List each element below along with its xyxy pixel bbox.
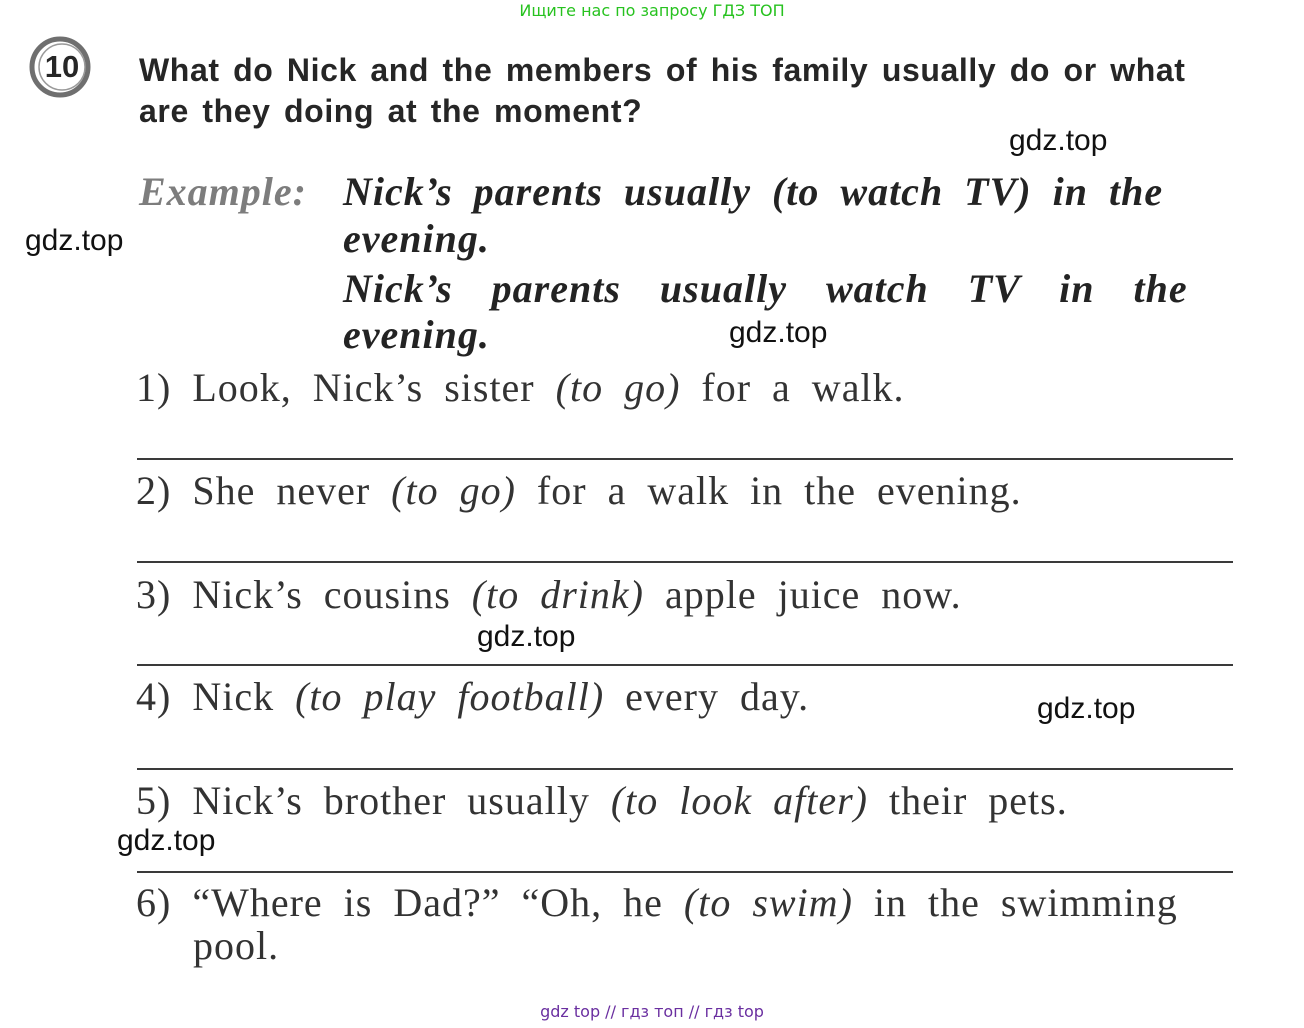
item-verb-prompt: (to play football)	[295, 674, 605, 719]
answer-line-1[interactable]	[137, 458, 1233, 460]
watermark: gdz.top	[1037, 692, 1136, 725]
search-banner: Ищите нас по запросу ГДЗ ТОП	[519, 1, 785, 20]
example-line-1: Nick’s parents usually (to watch TV) in the	[343, 169, 1164, 214]
answer-line-3[interactable]	[137, 664, 1233, 666]
task-heading: What do Nick and the members of his family usually do or what are they doing at the moment?	[139, 52, 1186, 129]
item-text-after: for a walk.	[701, 365, 905, 410]
answer-line-2[interactable]	[137, 561, 1233, 563]
watermark: gdz.top	[1009, 124, 1108, 157]
item-verb-prompt: (to drink)	[471, 572, 644, 617]
exercise-item-6	[136, 879, 1178, 926]
example-label: Example:	[139, 169, 307, 214]
exercise-item-1	[136, 364, 905, 411]
watermark: gdz.top	[477, 620, 576, 653]
example-line-4: evening.	[343, 312, 490, 357]
answer-line-4[interactable]	[137, 768, 1233, 770]
exercise-item-6-continuation: pool.	[193, 923, 280, 968]
item-text-before: Nick	[192, 674, 275, 719]
item-text-before: Nick’s brother usually	[192, 778, 590, 823]
example-line-3: Nick’s parents usually watch TV in the	[343, 266, 1188, 311]
item-text-before: She never	[192, 468, 371, 513]
exercise-item-5	[136, 777, 1068, 824]
answer-line-5[interactable]	[137, 871, 1233, 873]
item-text-after: apple juice now.	[664, 572, 962, 617]
item-number: 6)	[136, 880, 172, 925]
item-text-before: Nick’s cousins	[192, 572, 451, 617]
item-text-after: for a walk in the evening.	[536, 468, 1022, 513]
item-text-before: “Where is Dad?” “Oh, he	[192, 880, 663, 925]
item-verb-prompt: (to go)	[391, 468, 516, 513]
item-verb-prompt: (to go)	[555, 365, 681, 410]
item-number: 3)	[136, 572, 172, 617]
exercise-item-2	[136, 467, 1022, 514]
item-text-after: their pets.	[889, 778, 1068, 823]
item-number: 2)	[136, 468, 172, 513]
item-text-before: Look, Nick’s sister	[192, 365, 535, 410]
item-verb-prompt: (to look after)	[610, 778, 868, 823]
item-number: 5)	[136, 778, 172, 823]
watermark: gdz.top	[729, 316, 828, 349]
exercise-item-4	[136, 673, 809, 720]
item-number: 1)	[136, 365, 172, 410]
exercise-item-3	[136, 571, 962, 618]
item-text-after: every day.	[625, 674, 810, 719]
task-number: 10	[44, 49, 80, 84]
task-number-badge	[27, 36, 93, 98]
item-text-after: in the swimming	[873, 880, 1178, 925]
footer-watermark: gdz top // гдз топ // гдз top	[540, 1002, 764, 1021]
watermark: gdz.top	[25, 224, 124, 257]
example-line-2: evening.	[343, 216, 490, 261]
item-number: 4)	[136, 674, 172, 719]
item-verb-prompt: (to swim)	[683, 880, 853, 925]
watermark: gdz.top	[117, 824, 216, 857]
